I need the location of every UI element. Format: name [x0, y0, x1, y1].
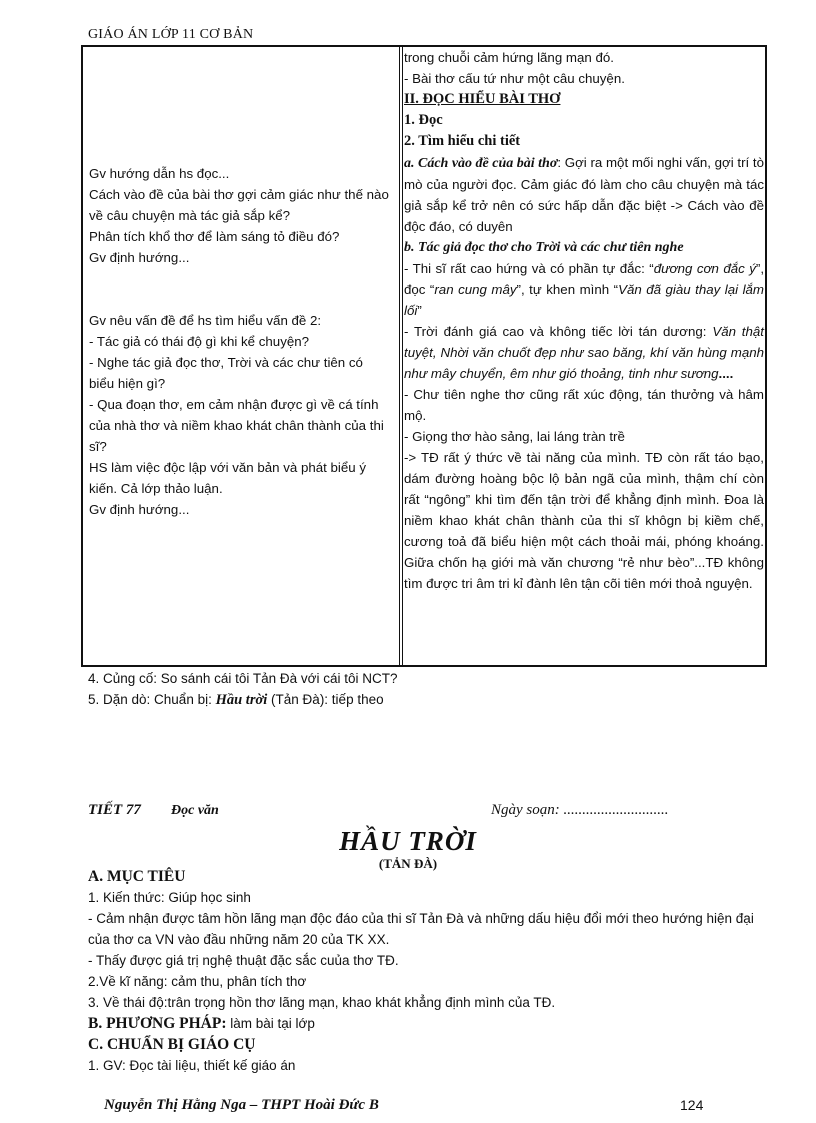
lesson-title: HẦU TRỜI [339, 826, 477, 856]
point-b5: -> TĐ rất ý thức về tài năng của mình. TĐ còn rất táo bạo, dám đường hoàng bộc lộ bản ngã của mình, thậm chí còn rất “ngông” khi tìm đến tận trời để khẳng định mình. Đoa là niềm khao khát chân thành của thi sĩ khôgn bị kiềm chế, cương toả đã biểu hiện một cách thoải mái, phóng khoáng. Giữa chốn hạ giới mà văn chương “rẻ như bèo”...TĐ không tìm được tri âm tri kỉ đành lên tận cõi tiên mới thoả nguyện. [404, 450, 764, 591]
homework-line [88, 689, 768, 711]
b1-mid-2: ”, tự khen mình “ [516, 282, 619, 297]
objective-line: 3. Về thái độ:trân trọng hồn thơ lãng mạn, khao khát khẳng định mình của TĐ. [88, 995, 556, 1010]
left-line: Cách vào đề của bài thơ gợi cảm giác như thế nào về câu chuyện mà tác giả sắp kể? [89, 187, 389, 223]
point-b-heading: b. Tác giả đọc thơ cho Trời và các chư tiên nghe [404, 240, 684, 255]
teacher-activity-column [89, 163, 389, 520]
b1-mid: ”, đọc “ [404, 261, 765, 297]
section-b-text: làm bài tại lớp [226, 1016, 315, 1031]
left-line: Phân tích khổ thơ để làm sáng tỏ điều đó? [89, 229, 340, 244]
left-line: - Qua đoạn thơ, em cảm nhận được gì về cá tính của nhà thơ và niềm khao khát chân thành của thi sĩ? [89, 397, 384, 454]
point-b1 [404, 258, 764, 321]
column-divider [399, 47, 403, 665]
section-b-heading: B. PHƯƠNG PHÁP: [88, 1015, 227, 1032]
b2-quote: Văn thật tuyệt, Nhời văn chuốt đẹp như sao băng, khí văn hùng mạnh như mây chuyển, êm như gió thoảng, tinh như sương [404, 324, 764, 381]
left-line: HS làm việc độc lập với văn bản và phát biểu ý kiến. Cả lớp thảo luận. [89, 460, 367, 496]
subheading-read: 1. Đọc [404, 112, 443, 128]
point-a-text: : Gợi ra một mối nghi vấn, gợi trí tò mò của người đọc. Cảm giác đó làm cho câu chuyện mà tác giả sắp kể trở nên có sức hấp dẫn đặc biệt -> Cách vào đề độc đáo, có duyên [404, 155, 764, 234]
consolidation-line: 4. Củng cố: So sánh cái tôi Tản Đà với cái tôi NCT? [88, 671, 398, 686]
b1-quote-3: Văn đã giàu thay lại lắm lối [404, 282, 765, 318]
homework-pre: 5. Dặn dò: Chuẩn bị: [88, 692, 216, 707]
lesson-subject: Đọc văn [171, 803, 219, 818]
objective-line: - Cảm nhận được tâm hồn lãng mạn độc đáo của thi sĩ Tản Đà và những dấu hiệu đổi mới theo hướng hiện đại của thơ ca VN vào đầu những năm 20 của TK XX. [88, 911, 754, 947]
point-a [404, 152, 764, 237]
left-line: Gv nêu vấn đề để hs tìm hiểu vấn đề 2: [89, 313, 322, 328]
point-b4: - Giọng thơ hào sảng, lai láng tràn trề [404, 429, 625, 444]
preparation-line: 1. GV: Đọc tài liệu, thiết kế giáo án [88, 1058, 296, 1073]
left-spacer [89, 268, 389, 310]
page-header: GIÁO ÁN LỚP 11 CƠ BẢN [88, 27, 720, 46]
left-line: - Nghe tác giả đọc thơ, Trời và các chư tiên có biểu hiện gì? [89, 355, 363, 391]
preparation-date: Ngày soạn: ............................ [491, 802, 669, 818]
b2-pre: - Trời đánh giá cao và không tiếc lời tán dương: [404, 324, 713, 339]
section-b [88, 1013, 768, 1034]
left-line: Gv định hướng... [89, 250, 190, 265]
lesson-number: TIẾT 77 [88, 802, 141, 818]
homework-title: Hầu trời [215, 692, 268, 708]
point-b2 [404, 321, 764, 384]
content-column [404, 47, 764, 594]
point-b3: - Chư tiên nghe thơ cũng rất xúc động, tán thưởng và hâm mộ. [404, 387, 764, 423]
objective-line: - Thấy được giá trị nghệ thuật đặc sắc cuủa thơ TĐ. [88, 953, 399, 968]
lesson-author: (TẢN ĐÀ) [378, 856, 438, 871]
subheading-detail: 2. Tìm hiểu chi tiết [404, 133, 521, 149]
objectives-block [88, 866, 768, 1076]
page-number: 124 [680, 1097, 704, 1113]
content-line: - Bài thơ cấu tứ như một câu chuyện. [404, 71, 625, 86]
left-line: Gv định hướng... [89, 502, 190, 517]
b1-pre: - Thi sĩ rất cao hứng và có phần tự đắc: “ [404, 261, 654, 276]
section-heading: II. ĐỌC HIỂU BÀI THƠ [404, 91, 561, 107]
content-line: trong chuỗi cảm hứng lãng mạn đó. [404, 50, 614, 65]
b1-end: ” [417, 303, 422, 318]
b1-quote-1: đương cơn đắc ý [653, 261, 756, 276]
left-line: - Tác giả có thái độ gì khi kể chuyện? [89, 334, 310, 349]
b1-quote-2: ran cung mây [434, 282, 517, 297]
footer-author: Nguyễn Thị Hằng Nga – THPT Hoài Đức B [104, 1097, 379, 1113]
homework-post: (Tản Đà): tiếp theo [267, 692, 384, 707]
section-c-heading: C. CHUẨN BỊ GIÁO CỤ [88, 1036, 256, 1053]
lesson-table [81, 45, 767, 667]
left-line: Gv hướng dẫn hs đọc... [89, 166, 230, 181]
after-table-block [88, 668, 768, 711]
objective-line: 1. Kiến thức: Giúp học sinh [88, 890, 251, 905]
point-a-heading: a. Cách vào đề của bài thơ [404, 156, 558, 171]
b2-end: .... [718, 366, 734, 381]
objective-line: 2.Về kĩ năng: cảm thu, phân tích thơ [88, 974, 307, 989]
section-a-heading: A. MỤC TIÊU [88, 868, 186, 885]
